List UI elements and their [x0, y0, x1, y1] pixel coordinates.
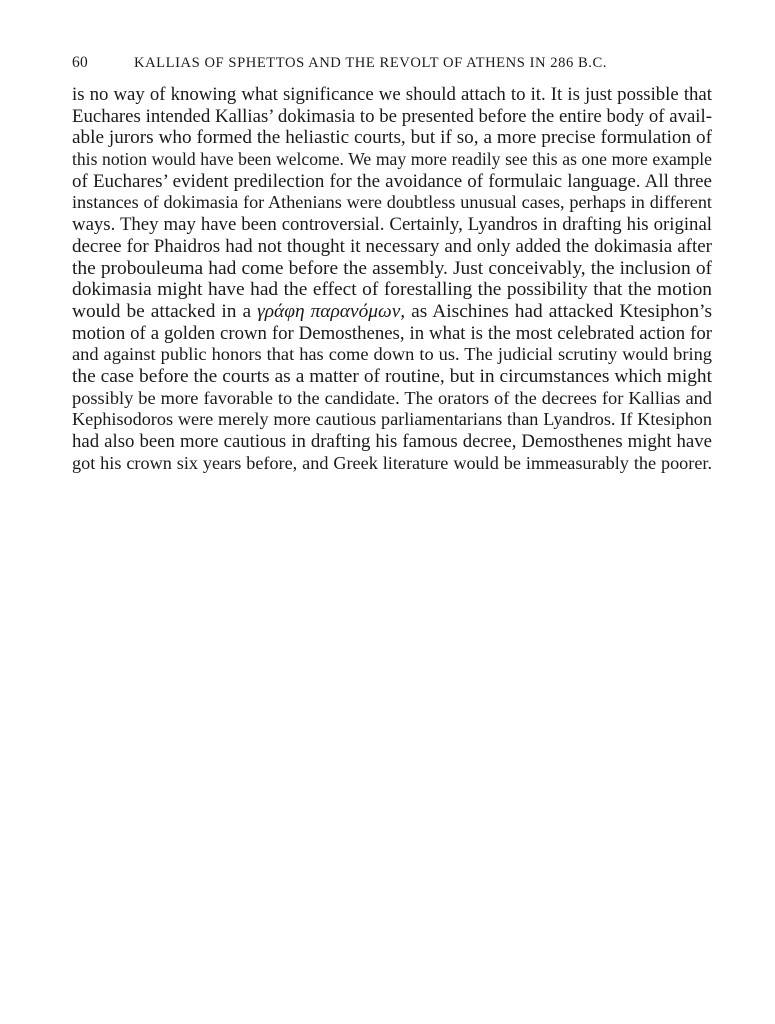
running-head — [72, 53, 712, 73]
text-line: of Euchares’ evident predilection for the avoidance of formulaic language. All three — [72, 170, 712, 192]
text-line: decree for Phaidros had not thought it necessary and only added the dokimasia after — [72, 235, 712, 257]
text-line: this notion would have been welcome. We may more readily see this as one more example — [72, 149, 712, 170]
text-line: Euchares intended Kallias’ dokimasia to be presented before the entire body of avail- — [72, 105, 712, 127]
text-line: is no way of knowing what significance we should attach to it. It is just possible that — [72, 84, 712, 105]
text-segment: as Aischines had attacked Ktesiphon’s — [411, 300, 712, 322]
running-title: KALLIAS OF SPHETTOS AND THE REVOLT OF ATHENS IN 286 B.C. — [134, 55, 607, 71]
text-line: got his crown six years before, and Greek literature would be immeasurably the poorer. — [72, 452, 712, 473]
text-line: dokimasia might have had the effect of forestalling the possibility that the motion — [72, 279, 712, 301]
body-paragraph — [72, 84, 712, 474]
text-line: able jurors who formed the heliastic courts, but if so, a more precise formulation of — [72, 127, 712, 149]
text-line: instances of dokimasia for Athenians were doubtless unusual cases, perhaps in different — [72, 192, 712, 213]
text-line: and against public honors that has come down to us. The judicial scrutiny would bring — [72, 344, 712, 365]
page-number: 60 — [72, 54, 89, 71]
text-line: the probouleuma had come before the assembly. Just conceivably, the inclusion of — [72, 257, 712, 279]
text-line: ways. They may have been controversial. Certainly, Lyandros in drafting his original — [72, 214, 712, 236]
text-line-with-greek — [72, 301, 712, 323]
text-line: possibly be more favorable to the candidate. The orators of the decrees for Kallias and — [72, 387, 712, 408]
text-segment: would be attacked in a — [72, 300, 252, 322]
text-line: the case before the courts as a matter of routine, but in circumstances which might — [72, 365, 712, 387]
text-line: motion of a golden crown for Demosthenes, in what is the most celebrated action for — [72, 322, 712, 344]
text-line: Kephisodoros were merely more cautious parliamentarians than Lyandros. If Ktesiphon — [72, 409, 712, 430]
text-line: had also been more cautious in drafting his famous decree, Demosthenes might have — [72, 431, 712, 452]
greek-phrase: γράφη παρανόμων, — [257, 300, 406, 322]
